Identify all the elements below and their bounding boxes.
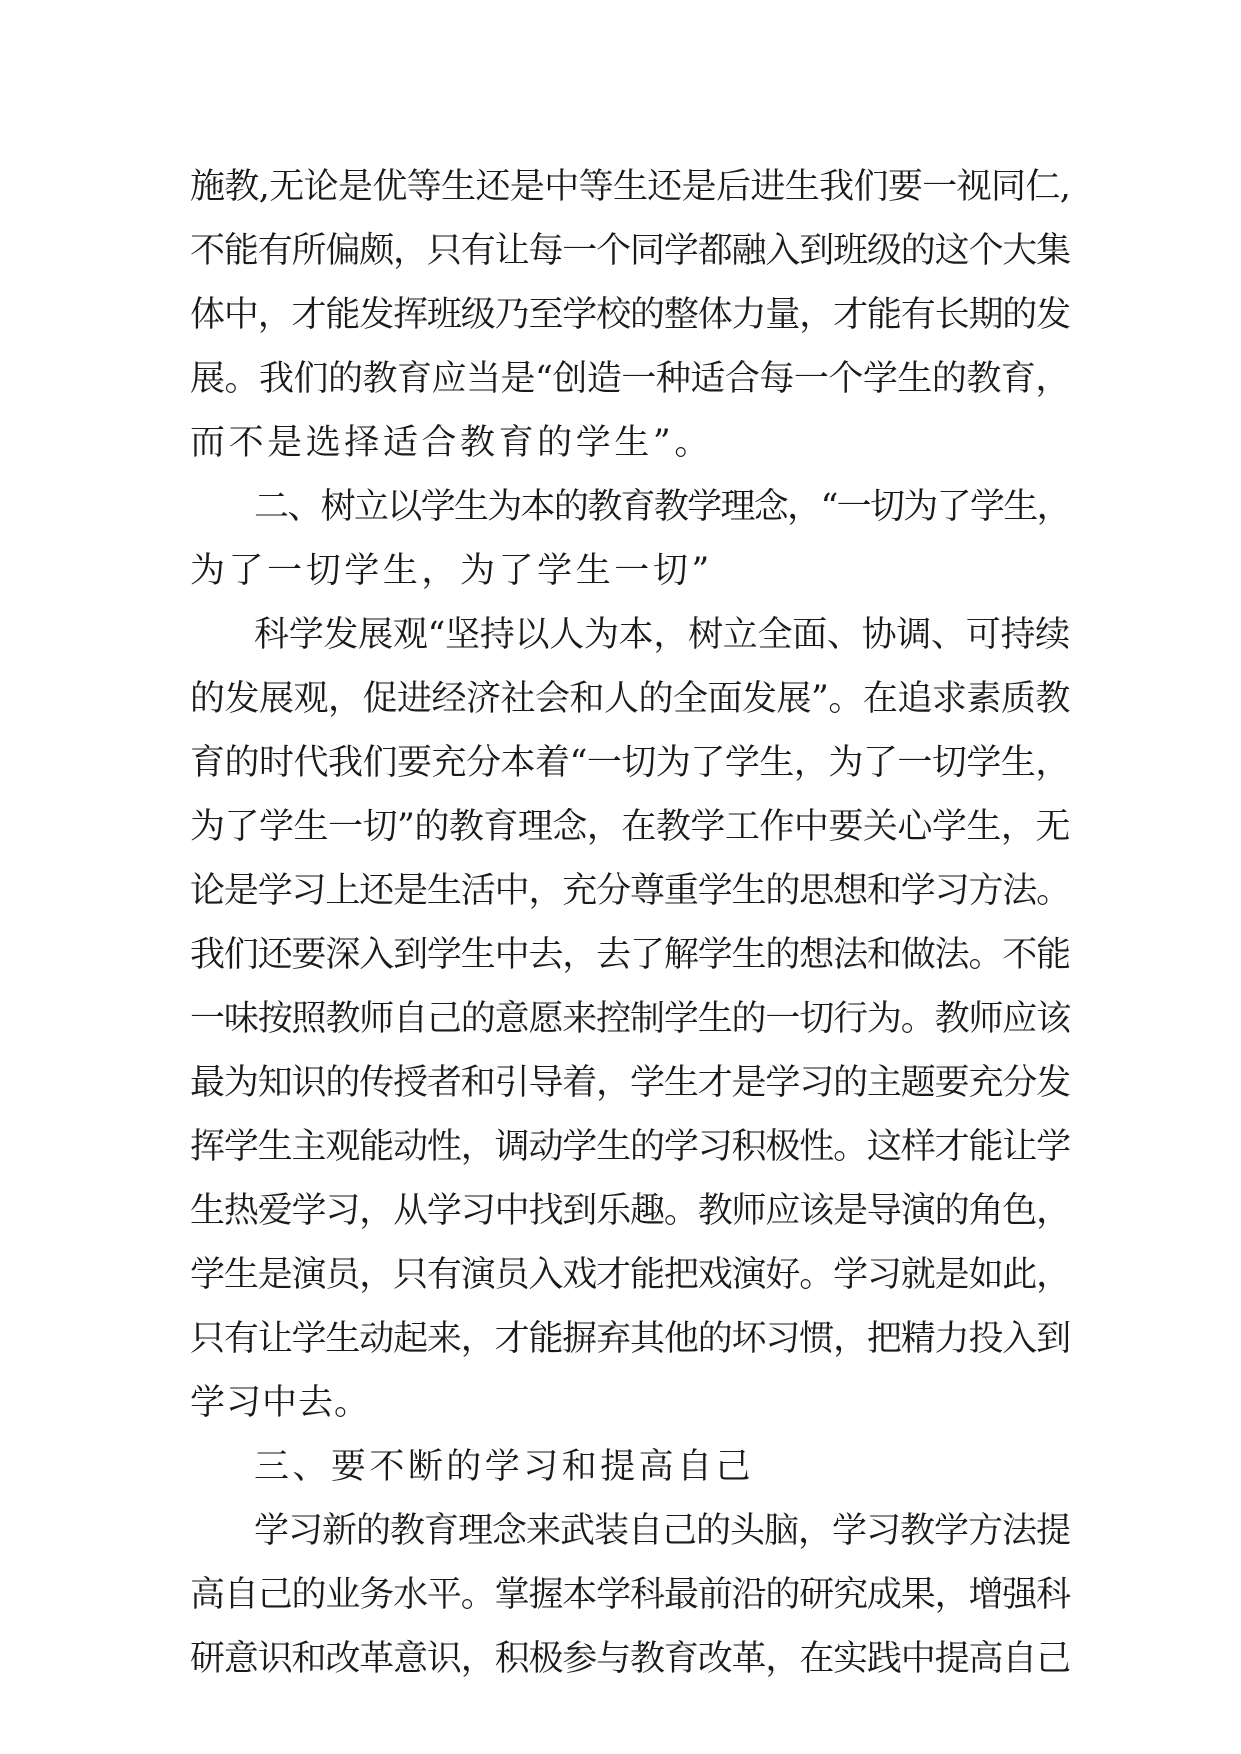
- text-line: 而不是选择适合教育的学生”。: [190, 423, 713, 463]
- text-line: 不能有所偏颇，只有让每一个同学都融入到班级的这个大集: [190, 231, 1071, 271]
- text-line: 论是学习上还是生活中，充分尊重学生的思想和学习方法。: [190, 871, 1071, 911]
- text-line: 的发展观，促进经济社会和人的全面发展”。在追求素质教: [190, 679, 1070, 719]
- text-line: 为了一切学生，为了学生一切”: [190, 551, 713, 591]
- body-text: [190, 155, 1090, 1691]
- text-line: 三、要不断的学习和提高自己: [254, 1447, 755, 1487]
- text-line: 为了学生一切”的教育理念，在教学工作中要关心学生，无: [190, 807, 1070, 847]
- text-line: 科学发展观“坚持以人为本，树立全面、协调、可持续: [254, 615, 1070, 655]
- text-line: 最为知识的传授者和引导着，学生才是学习的主题要充分发: [190, 1063, 1071, 1103]
- text-line: 二、树立以学生为本的教育教学理念，“一切为了学生，: [254, 487, 1070, 527]
- text-line: 学习中去。: [190, 1383, 371, 1423]
- text-line: 研意识和改革意识，积极参与教育改革，在实践中提高自己: [190, 1639, 1071, 1679]
- text-line: 学生是演员，只有演员入戏才能把戏演好。学习就是如此，: [190, 1255, 1071, 1295]
- text-line: 生热爱学习，从学习中找到乐趣。教师应该是导演的角色，: [190, 1191, 1071, 1231]
- text-line: 我们还要深入到学生中去，去了解学生的想法和做法。不能: [190, 935, 1071, 975]
- text-line: 只有让学生动起来，才能摒弃其他的坏习惯，把精力投入到: [190, 1319, 1071, 1359]
- text-line: 体中，才能发挥班级乃至学校的整体力量，才能有长期的发: [190, 295, 1071, 335]
- text-line: 展。我们的教育应当是“创造一种适合每一个学生的教育，: [190, 359, 1070, 399]
- text-line: 育的时代我们要充分本着“一切为了学生，为了一切学生，: [190, 743, 1070, 783]
- text-line: 施教,无论是优等生还是中等生还是后进生我们要一视同仁,: [190, 167, 1071, 207]
- text-line: 高自己的业务水平。掌握本学科最前沿的研究成果，增强科: [190, 1575, 1071, 1615]
- text-line: 学习新的教育理念来武装自己的头脑，学习教学方法提: [254, 1511, 1071, 1551]
- text-line: 一味按照教师自己的意愿来控制学生的一切行为。教师应该: [190, 999, 1071, 1039]
- text-line: 挥学生主观能动性，调动学生的学习积极性。这样才能让学: [190, 1127, 1071, 1167]
